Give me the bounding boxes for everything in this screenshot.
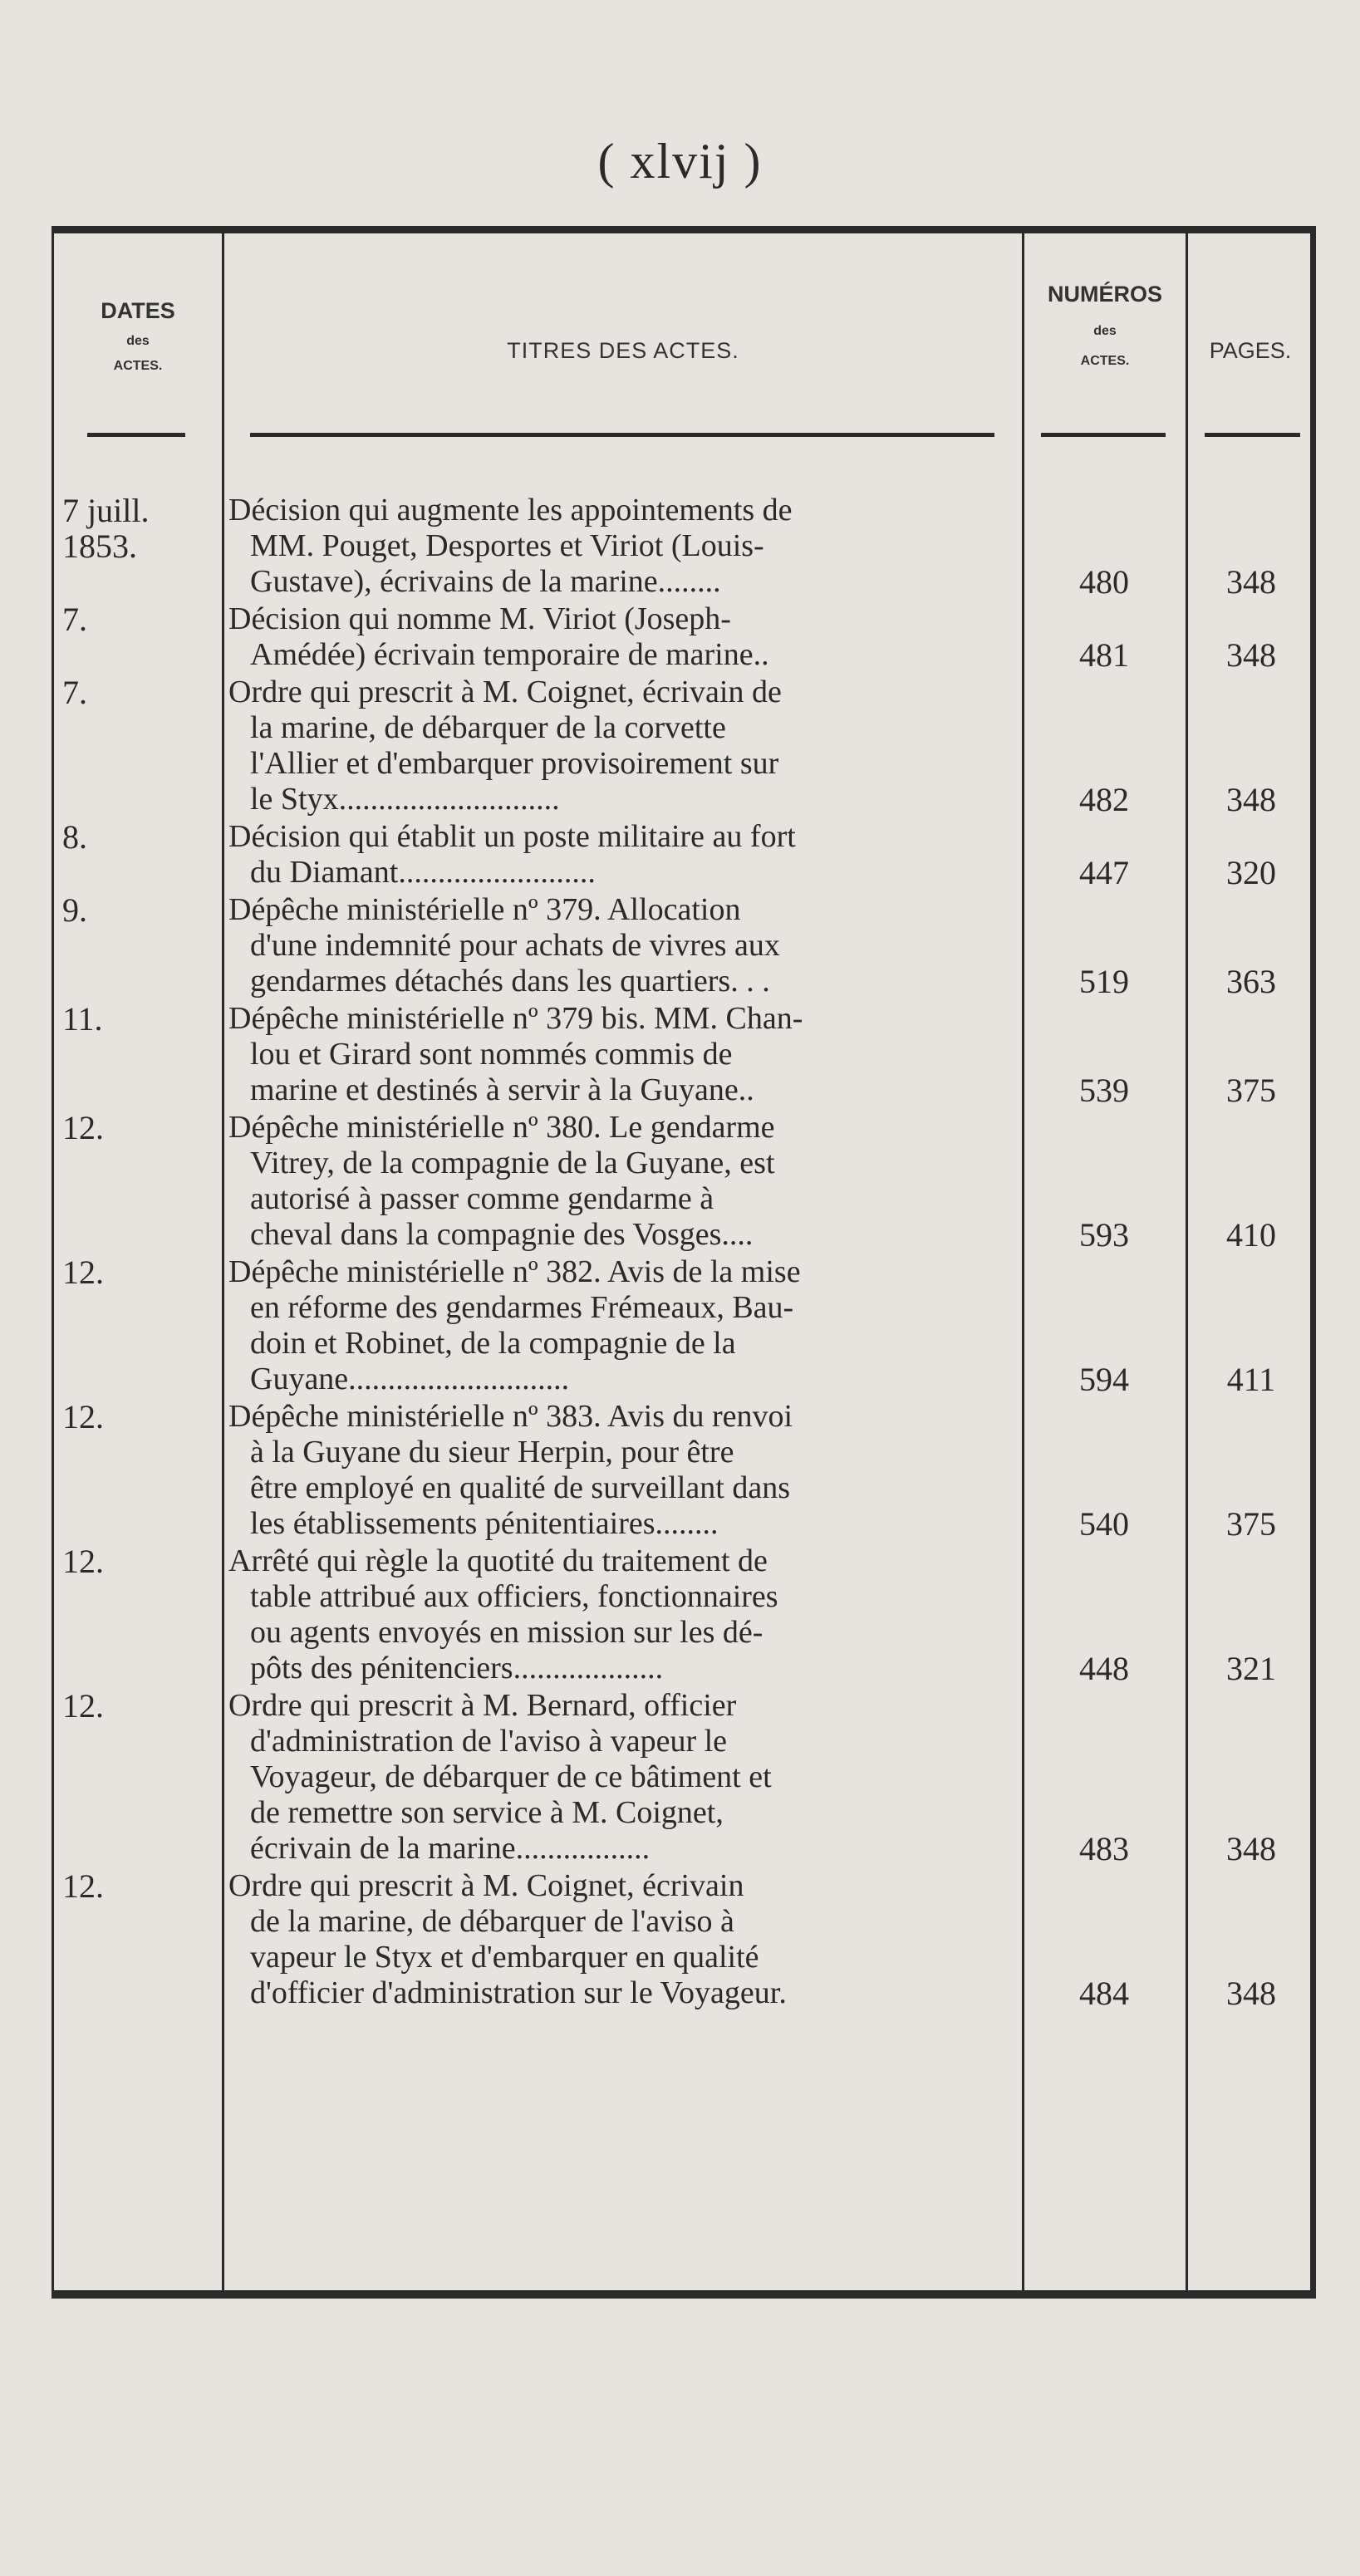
date-cell (62, 1868, 212, 1904)
page-number: 375 (1226, 1072, 1276, 1109)
page-header: ( xlvij ) (597, 134, 763, 189)
header-pages (1188, 233, 1313, 364)
table-row (54, 892, 1310, 999)
title-line: Décision qui nomme M. Viriot (Joseph- (228, 601, 731, 636)
title-line: Ordre qui prescrit à M. Coignet, écrivain de (228, 675, 782, 709)
act-number: 482 (1079, 781, 1129, 818)
title-cell (228, 1868, 1016, 2011)
date-line: 12. (62, 1687, 104, 1725)
act-number: 480 (1079, 563, 1129, 601)
table-row (54, 819, 1310, 891)
date-cell (62, 1254, 212, 1290)
index-table (52, 226, 1316, 2299)
date-line: 11. (62, 1000, 103, 1038)
header-rule (87, 433, 185, 437)
title-line: gendarmes détachés dans les quartiers. . . (250, 964, 770, 999)
title-line: du Diamant......................... (250, 855, 596, 890)
date-line: 7. (62, 674, 87, 711)
title-line: de la marine, de débarquer de l'aviso à (250, 1904, 734, 1939)
act-number: 540 (1079, 1505, 1129, 1543)
title-line: à la Guyane du sieur Herpin, pour être (250, 1435, 734, 1470)
date-line: 12. (62, 1543, 104, 1580)
date-cell (62, 493, 212, 564)
title-cell (228, 1110, 1016, 1253)
act-number: 448 (1079, 1650, 1129, 1687)
title-line: MM. Pouget, Desportes et Viriot (Louis- (250, 528, 764, 563)
title-cell (228, 1399, 1016, 1542)
header-dates (54, 233, 222, 374)
title-line: Voyageur, de débarquer de ce bâtiment et (250, 1759, 772, 1794)
page-number: 348 (1226, 1830, 1276, 1867)
act-number: 594 (1079, 1361, 1129, 1398)
table-row (54, 1110, 1310, 1253)
title-line: autorisé à passer comme gendarme à (250, 1181, 714, 1216)
date-line: 9. (62, 891, 87, 929)
page-number: 321 (1226, 1650, 1276, 1687)
title-cell (228, 1254, 1016, 1397)
date-line: 8. (62, 818, 87, 856)
title-cell (228, 1688, 1016, 1867)
header-numbers-line: des (1093, 324, 1117, 338)
table-row (54, 1868, 1310, 2011)
title-line: les établissements pénitentiaires........ (250, 1506, 719, 1541)
act-number: 481 (1079, 636, 1129, 674)
header-rule (250, 433, 994, 437)
page-number: 320 (1226, 854, 1276, 891)
title-line: table attribué aux officiers, fonctionnaires (250, 1579, 778, 1614)
title-line: écrivain de la marine................. (250, 1831, 651, 1866)
title-line: Vitrey, de la compagnie de la Guyane, est (250, 1146, 775, 1180)
title-line: Dépêche ministérielle nº 379. Allocation (228, 892, 741, 927)
date-cell (62, 892, 212, 928)
header-rule (1205, 433, 1300, 437)
title-line: Amédée) écrivain temporaire de marine.. (250, 637, 769, 672)
title-cell (228, 892, 1016, 999)
title-line: l'Allier et d'embarquer provisoirement sur (250, 746, 779, 781)
title-line: vapeur le Styx et d'embarquer en qualité (250, 1940, 759, 1975)
page-number: 375 (1226, 1505, 1276, 1543)
title-line: Ordre qui prescrit à M. Bernard, officier (228, 1688, 737, 1723)
date-cell (62, 1688, 212, 1724)
table-row (54, 1688, 1310, 1867)
title-line: Guyane............................ (250, 1362, 570, 1396)
act-number: 593 (1079, 1216, 1129, 1254)
title-line: d'officier d'administration sur le Voyageur. (250, 1975, 787, 2010)
date-cell (62, 1110, 212, 1146)
title-cell (228, 493, 1016, 600)
title-cell (228, 1543, 1016, 1686)
title-line: pôts des pénitenciers................... (250, 1651, 664, 1685)
table-row (54, 675, 1310, 817)
act-number: 447 (1079, 854, 1129, 891)
date-cell (62, 1399, 212, 1435)
page-number: 363 (1226, 963, 1276, 1000)
date-line: 12. (62, 1109, 104, 1146)
title-line: Arrêté qui règle la quotité du traitement de (228, 1543, 768, 1578)
act-number: 519 (1079, 963, 1129, 1000)
table-row (54, 1399, 1310, 1542)
page-number: 348 (1226, 636, 1276, 674)
page-number: 348 (1226, 1975, 1276, 2012)
header-dates-line: des (126, 334, 150, 348)
date-line: 12. (62, 1867, 104, 1905)
title-line: Décision qui établit un poste militaire au fort (228, 819, 796, 854)
title-line: d'une indemnité pour achats de vivres aux (250, 928, 780, 963)
title-line: de remettre son service à M. Coignet, (250, 1795, 724, 1830)
title-line: doin et Robinet, de la compagnie de la (250, 1326, 736, 1361)
title-line: le Styx............................ (250, 782, 560, 817)
date-line: 12. (62, 1398, 104, 1435)
header-numbers (1024, 233, 1186, 369)
header-dates-line: DATES (101, 298, 175, 323)
table-row (54, 493, 1310, 600)
table-row (54, 1254, 1310, 1397)
title-line: cheval dans la compagnie des Vosges.... (250, 1217, 754, 1252)
act-number: 483 (1079, 1830, 1129, 1867)
title-line: Décision qui augmente les appointements de (228, 493, 793, 527)
date-cell (62, 1001, 212, 1037)
header-titles-line: TITRES DES ACTES. (507, 338, 739, 363)
date-cell (62, 819, 212, 855)
title-line: la marine, de débarquer de la corvette (250, 710, 726, 745)
date-line: 7 juill. (62, 492, 150, 529)
table-row (54, 1001, 1310, 1108)
title-cell (228, 601, 1016, 673)
act-number: 484 (1079, 1975, 1129, 2012)
header-numbers-line: ACTES. (1080, 354, 1130, 368)
header-titles (224, 233, 1022, 364)
date-cell (62, 601, 212, 637)
header-pages-line: PAGES. (1209, 338, 1292, 363)
date-line: 1853. (62, 527, 137, 565)
header-rule (1041, 433, 1166, 437)
title-line: Dépêche ministérielle nº 379 bis. MM. Chan- (228, 1001, 803, 1036)
title-cell (228, 675, 1016, 817)
title-line: Gustave), écrivains de la marine........ (250, 564, 721, 599)
title-line: marine et destinés à servir à la Guyane.. (250, 1072, 754, 1107)
title-line: ou agents envoyés en mission sur les dé- (250, 1615, 763, 1650)
title-line: en réforme des gendarmes Frémeaux, Bau- (250, 1290, 794, 1325)
title-line: Ordre qui prescrit à M. Coignet, écrivain (228, 1868, 744, 1903)
title-line: Dépêche ministérielle nº 380. Le gendarme (228, 1110, 775, 1145)
header-numbers-line: NUMÉROS (1047, 282, 1162, 307)
date-cell (62, 1543, 212, 1579)
page-number: 348 (1226, 781, 1276, 818)
page-number: 411 (1226, 1361, 1276, 1398)
table-row (54, 1543, 1310, 1686)
header-dates-line: ACTES. (113, 359, 163, 373)
title-cell (228, 819, 1016, 891)
date-cell (62, 675, 212, 710)
title-cell (228, 1001, 1016, 1108)
date-line: 12. (62, 1254, 104, 1291)
date-line: 7. (62, 601, 87, 638)
page-number: 410 (1226, 1216, 1276, 1254)
table-row (54, 601, 1310, 673)
title-line: lou et Girard sont nommés commis de (250, 1037, 733, 1072)
page-number: 348 (1226, 563, 1276, 601)
act-number: 539 (1079, 1072, 1129, 1109)
title-line: être employé en qualité de surveillant dans (250, 1470, 790, 1505)
title-line: Dépêche ministérielle nº 382. Avis de la mise (228, 1254, 801, 1289)
title-line: d'administration de l'aviso à vapeur le (250, 1724, 728, 1759)
title-line: Dépêche ministérielle nº 383. Avis du renvoi (228, 1399, 793, 1434)
